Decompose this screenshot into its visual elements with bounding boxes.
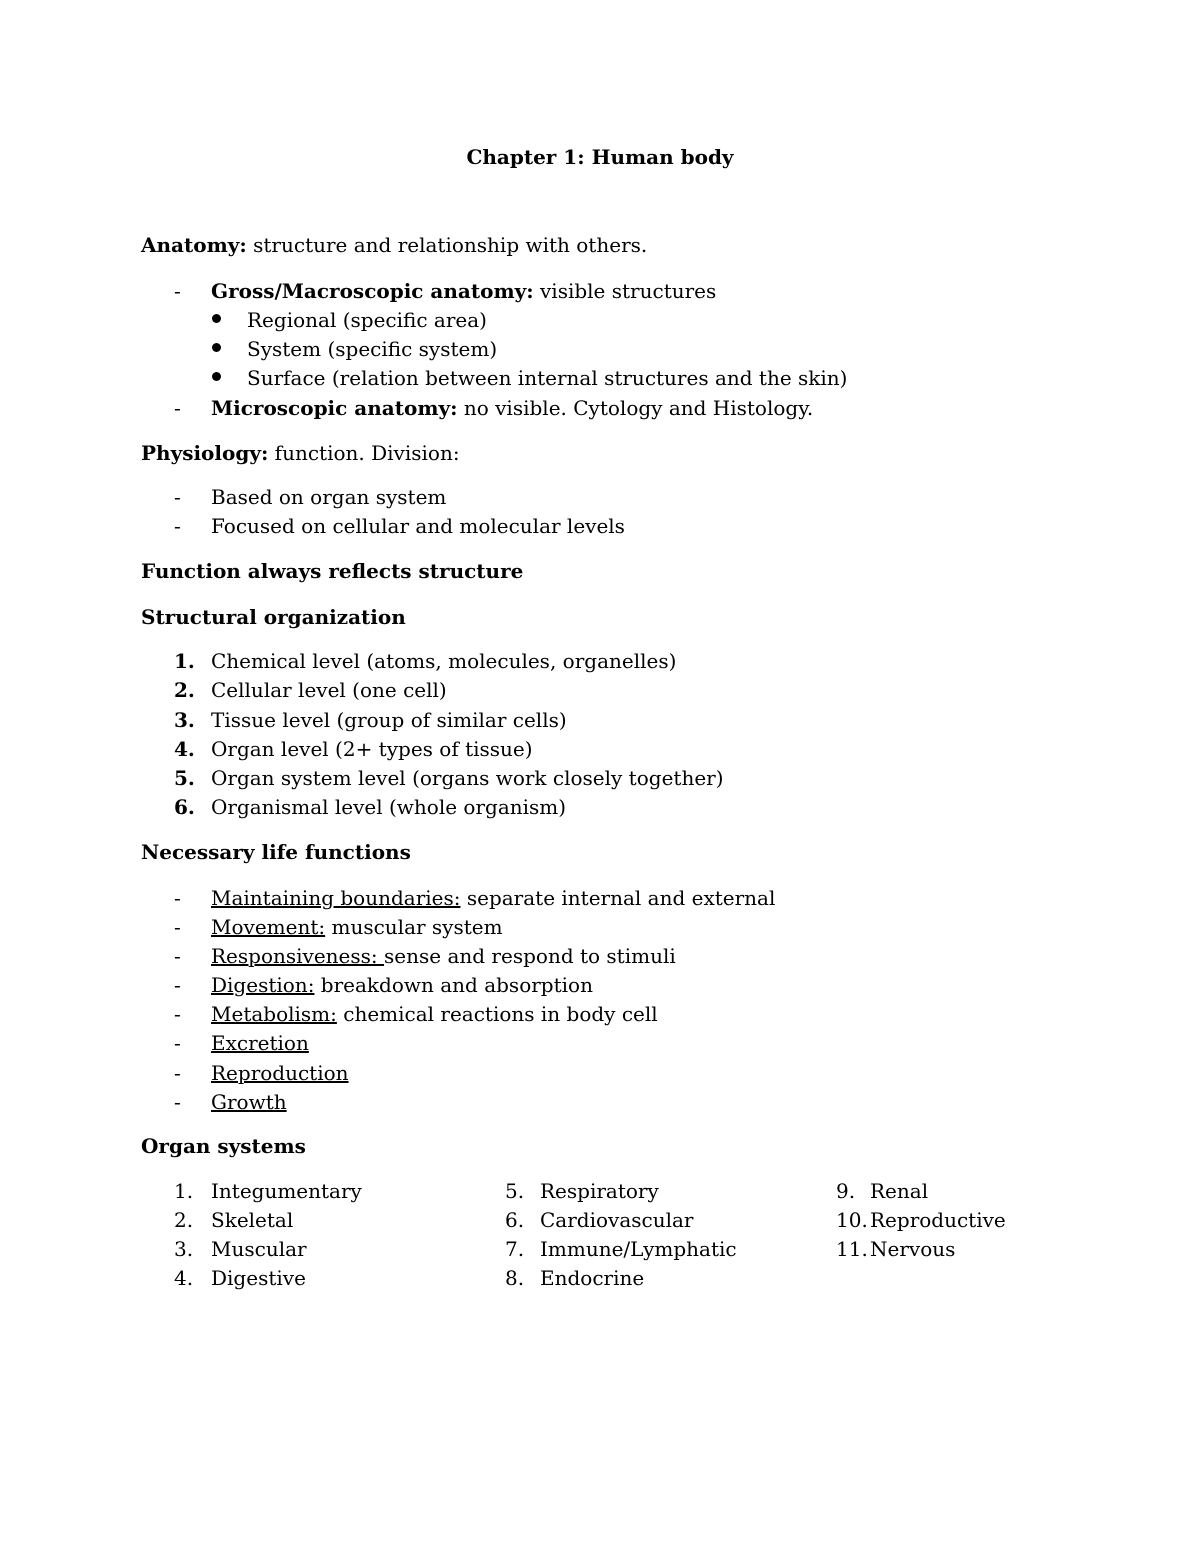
list-number: 2. bbox=[174, 1208, 194, 1232]
list-dash: - bbox=[174, 485, 181, 509]
list-dash: - bbox=[174, 1031, 181, 1055]
life-function-term: Metabolism: bbox=[211, 1002, 337, 1026]
list-dash: - bbox=[174, 1090, 181, 1114]
list-dash: - bbox=[174, 886, 181, 910]
list-item: Digestive bbox=[211, 1266, 306, 1290]
list-dash: - bbox=[174, 1061, 181, 1085]
list-dash: - bbox=[174, 279, 181, 303]
list-number: 5. bbox=[505, 1179, 525, 1203]
life-function-def: sense and respond to stimuli bbox=[384, 944, 676, 968]
list-number: 10. bbox=[836, 1208, 868, 1232]
life-function-def: chemical reactions in body cell bbox=[336, 1002, 658, 1026]
list-item: Immune/Lymphatic bbox=[540, 1237, 737, 1261]
list-item bbox=[211, 1060, 349, 1086]
list-number: 1. bbox=[174, 1179, 194, 1203]
list-item bbox=[211, 1001, 658, 1027]
life-function-def: separate internal and external bbox=[460, 886, 776, 910]
physiology-definition bbox=[141, 440, 460, 466]
physiology-term: Physiology: bbox=[141, 441, 269, 465]
life-function-term: Growth bbox=[211, 1090, 287, 1114]
list-number: 9. bbox=[836, 1179, 856, 1203]
life-function-def: breakdown and absorption bbox=[314, 973, 593, 997]
list-number: 5. bbox=[174, 766, 195, 790]
organ-systems-heading: Organ systems bbox=[141, 1134, 306, 1158]
list-dash: - bbox=[174, 1002, 181, 1026]
gross-anatomy-def: visible structures bbox=[533, 279, 717, 303]
list-item: Chemical level (atoms, molecules, organelles) bbox=[211, 649, 677, 673]
list-item bbox=[211, 1030, 309, 1056]
list-number: 6. bbox=[174, 795, 195, 819]
page-title: Chapter 1: Human body bbox=[466, 145, 734, 169]
list-number: 7. bbox=[505, 1237, 525, 1261]
list-item: Organismal level (whole organism) bbox=[211, 795, 567, 819]
list-item bbox=[211, 395, 813, 421]
life-function-term: Reproduction bbox=[211, 1061, 349, 1085]
list-number: 11. bbox=[836, 1237, 868, 1261]
list-number: 3. bbox=[174, 1237, 194, 1261]
life-function-term: Maintaining boundaries: bbox=[211, 886, 461, 910]
list-item: Surface (relation between internal structures and the skin) bbox=[247, 366, 848, 390]
life-function-term: Responsiveness: bbox=[211, 944, 385, 968]
list-item bbox=[211, 278, 716, 304]
life-function-term: Digestion: bbox=[211, 973, 315, 997]
list-item bbox=[211, 914, 503, 940]
list-item: Reproductive bbox=[870, 1208, 1006, 1232]
microscopic-anatomy-term: Microscopic anatomy: bbox=[211, 396, 458, 420]
list-dash: - bbox=[174, 514, 181, 538]
anatomy-term: Anatomy: bbox=[141, 233, 247, 257]
list-item: System (specific system) bbox=[247, 337, 498, 361]
bullet-icon bbox=[212, 372, 221, 381]
list-item bbox=[211, 885, 775, 911]
list-dash: - bbox=[174, 973, 181, 997]
function-heading: Function always reflects structure bbox=[141, 559, 524, 583]
life-function-term: Movement: bbox=[211, 915, 326, 939]
life-function-def: muscular system bbox=[325, 915, 503, 939]
anatomy-definition bbox=[141, 232, 647, 258]
list-item: Skeletal bbox=[211, 1208, 294, 1232]
list-dash: - bbox=[174, 944, 181, 968]
list-item bbox=[211, 972, 593, 998]
list-item: Nervous bbox=[870, 1237, 956, 1261]
list-item: Respiratory bbox=[540, 1179, 659, 1203]
list-item: Renal bbox=[870, 1179, 929, 1203]
list-item: Based on organ system bbox=[211, 485, 447, 509]
bullet-icon bbox=[212, 343, 221, 352]
list-item: Regional (specific area) bbox=[247, 308, 487, 332]
list-item: Muscular bbox=[211, 1237, 307, 1261]
list-dash: - bbox=[174, 396, 181, 420]
list-number: 2. bbox=[174, 678, 195, 702]
list-number: 4. bbox=[174, 1266, 194, 1290]
life-functions-heading: Necessary life functions bbox=[141, 840, 411, 864]
list-number: 3. bbox=[174, 708, 195, 732]
microscopic-anatomy-def: no visible. Cytology and Histology. bbox=[457, 396, 814, 420]
list-number: 1. bbox=[174, 649, 195, 673]
list-dash: - bbox=[174, 915, 181, 939]
list-item: Cellular level (one cell) bbox=[211, 678, 447, 702]
list-number: 6. bbox=[505, 1208, 525, 1232]
list-item bbox=[211, 943, 676, 969]
list-item bbox=[211, 1089, 287, 1115]
list-item: Integumentary bbox=[211, 1179, 362, 1203]
list-item: Organ system level (organs work closely together) bbox=[211, 766, 724, 790]
anatomy-def: structure and relationship with others. bbox=[246, 233, 648, 257]
gross-anatomy-term: Gross/Macroscopic anatomy: bbox=[211, 279, 534, 303]
bullet-icon bbox=[212, 314, 221, 323]
list-item: Organ level (2+ types of tissue) bbox=[211, 737, 533, 761]
list-number: 4. bbox=[174, 737, 195, 761]
list-item: Endocrine bbox=[540, 1266, 645, 1290]
structural-heading: Structural organization bbox=[141, 605, 406, 629]
list-item: Tissue level (group of similar cells) bbox=[211, 708, 567, 732]
list-item: Focused on cellular and molecular levels bbox=[211, 514, 625, 538]
life-function-term: Excretion bbox=[211, 1031, 309, 1055]
list-item: Cardiovascular bbox=[540, 1208, 694, 1232]
physiology-def: function. Division: bbox=[268, 441, 460, 465]
list-number: 8. bbox=[505, 1266, 525, 1290]
